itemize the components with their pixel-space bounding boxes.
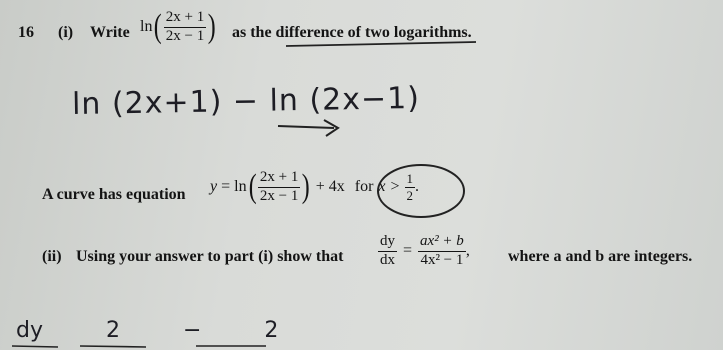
part-ii-text: Using your answer to part (i) show that: [76, 248, 344, 265]
fraction-numerator: 2x + 1: [164, 10, 206, 28]
fraction-denominator: 2x − 1: [259, 187, 299, 204]
arrow-shaft: [278, 126, 334, 128]
condition-period: .: [415, 178, 420, 196]
ln-function: ln: [140, 18, 153, 36]
fraction-denominator: 2x − 1: [165, 27, 205, 44]
part-i-label: (i): [58, 24, 74, 41]
curve-text: A curve has equation: [42, 186, 186, 203]
plus-term: + 4x: [315, 178, 345, 196]
part-i-suffix: as the difference of two logarithms.: [232, 24, 472, 41]
derivative-numerator: dy: [378, 234, 397, 252]
handwritten-working-ii: dy 2 − 2: [16, 318, 279, 343]
part-ii-label: (ii): [42, 248, 62, 265]
ln-function: ln: [234, 178, 247, 196]
condition-variable: x: [378, 178, 386, 196]
left-paren: (: [248, 168, 257, 206]
part-i-prefix: Write: [90, 24, 130, 41]
condition-denominator: 2: [406, 187, 414, 203]
left-paren: (: [154, 8, 163, 46]
right-paren: ): [207, 8, 216, 46]
condition-numerator: 1: [406, 171, 414, 187]
equals-sign: =: [221, 178, 231, 196]
rhs-denominator: 4x² − 1: [420, 251, 464, 268]
part-ii-suffix: where a and b are integers.: [508, 248, 693, 265]
handwritten-answer-i: ln (2x+1) − ln (2x−1): [71, 80, 421, 123]
fraction-numerator: 2x + 1: [258, 170, 300, 188]
fraction-bar-mark: [80, 346, 146, 347]
condition-operator: >: [390, 178, 400, 196]
rhs-numerator: ax² + b: [418, 234, 466, 252]
right-paren: ): [302, 168, 311, 206]
equals-sign: =: [403, 242, 413, 260]
curve-lhs: y: [210, 178, 218, 196]
fraction-bar-mark: [12, 346, 58, 347]
derivative-denominator: dx: [380, 251, 395, 268]
circle-annotation: [378, 165, 464, 217]
comma: ,: [465, 242, 470, 260]
underline-mark: [286, 42, 476, 46]
condition-prefix: for: [354, 178, 374, 196]
question-number: 16: [18, 24, 34, 41]
